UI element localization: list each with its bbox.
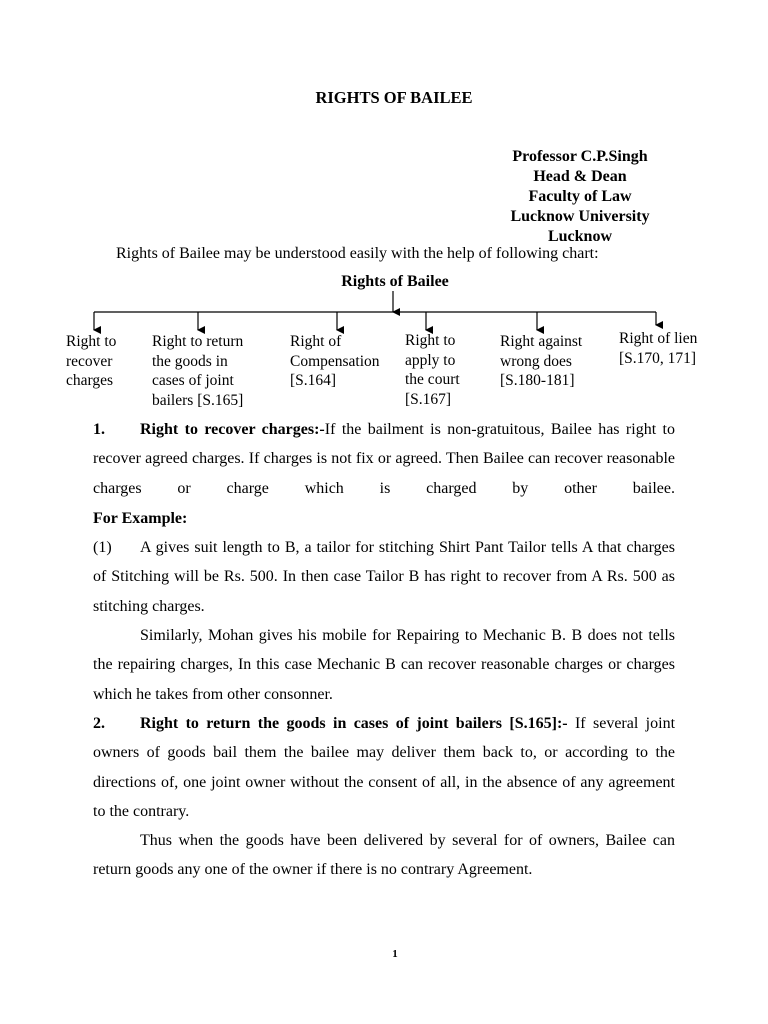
section-2-heading: Right to return the goods in cases of joint bailers [S.165]:- <box>140 715 568 732</box>
author-faculty: Faculty of Law <box>528 188 632 205</box>
author-city: Lucknow <box>547 228 613 245</box>
chart-title: Rights of Bailee <box>341 273 449 290</box>
section-2-number: 2. <box>93 715 105 732</box>
thus-paragraph: Thus when the goods have been delivered by several for of owners, Bailee can return goods any one of the owner if there is no contrary Agreement. <box>93 832 675 879</box>
chart-node-return-goods: Right to return the goods in cases of joint bailers [S.165] <box>152 333 244 409</box>
document-title: RIGHTS OF BAILEE <box>315 88 473 107</box>
example-1-paragraph <box>93 533 675 621</box>
author-role: Head & Dean <box>533 168 627 185</box>
example-1-text: A gives suit length to B, a tailor for stitching Shirt Pant Tailor tells A that charges of Stitching will be Rs. 500. In then case Tailor B has right to recover from A Rs. 500 as stitching charges. <box>93 539 675 615</box>
example-1-number: (1) <box>93 539 112 556</box>
chart-node-compensation: Right of Compensation [S.164] <box>290 333 380 389</box>
section-1-text: If the bailment is non-gratuitous, Bailee has right to recover agreed charges. If charges is not fix or agreed. Then Bailee can recover reasonable charges or charge which is charged by other bailee. <box>93 421 675 497</box>
example-heading: For Example: <box>93 510 188 527</box>
section-1-heading: Right to recover charges:- <box>140 421 325 438</box>
chart-node-recover-charges: Right to recover charges <box>66 333 117 389</box>
author-name: Professor C.P.Singh <box>512 148 648 165</box>
section-2-paragraph <box>93 709 675 826</box>
chart-node-apply-court: Right to apply to the court [S.167] <box>405 332 460 408</box>
section-1-paragraph <box>93 415 675 503</box>
author-block <box>490 147 670 247</box>
author-university: Lucknow University <box>510 208 650 225</box>
chart-node-lien: Right of lien [S.170, 171] <box>619 330 698 367</box>
similarly-paragraph: Similarly, Mohan gives his mobile for Repairing to Mechanic B. B does not tells the repairing charges, In this case Mechanic B can recover reasonable charges or charges which he takes from other consonner. <box>93 627 675 703</box>
page-number: 1 <box>392 948 398 960</box>
section-2-text: If several joint owners of goods bail them the bailee may deliver them back to, or according to the directions of, one joint owner without the consent of all, in the absence of any agreement to the contrary. <box>93 715 676 820</box>
intro-text: Rights of Bailee may be understood easily with the help of following chart: <box>116 245 599 262</box>
chart-node-wrong-does: Right against wrong does [S.180-181] <box>500 333 583 389</box>
section-1-number: 1. <box>93 421 105 438</box>
